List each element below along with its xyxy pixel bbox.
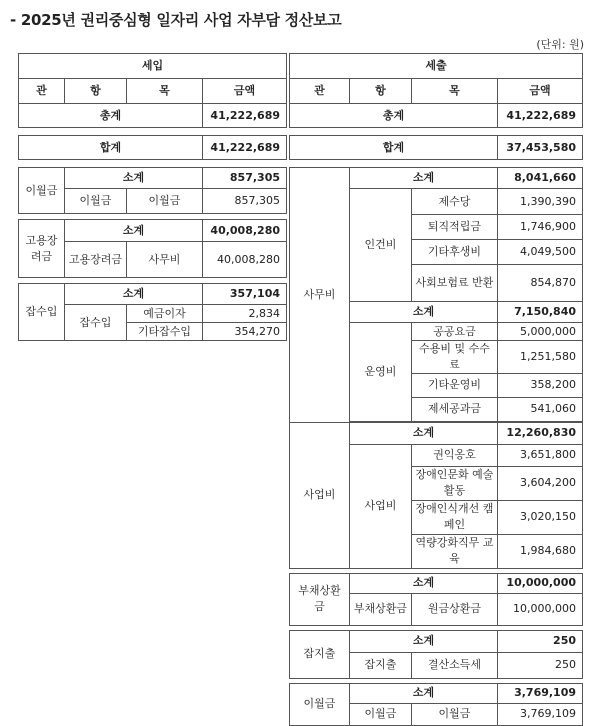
expense-table — [289, 53, 583, 726]
amount-cell: 5,000,000 — [498, 323, 583, 341]
income-table — [18, 53, 287, 341]
expense-hang-personnel: 인건비 — [350, 189, 412, 302]
amount-cell: 10,000,000 — [498, 593, 583, 625]
col-mok: 목 — [127, 79, 203, 104]
subtotal-value: 8,041,660 — [498, 168, 583, 189]
income-gwan-subsidy: 고용장려금 — [19, 220, 65, 278]
subtotal-label: 소계 — [65, 220, 203, 242]
income-sum: 41,222,689 — [203, 136, 287, 160]
income-sum-label: 합계 — [19, 136, 203, 160]
amount-cell: 250 — [498, 652, 583, 678]
amount-cell: 4,049,500 — [498, 240, 583, 265]
col-gwan: 관 — [290, 79, 350, 104]
expense-gwan-carryover: 이월금 — [290, 683, 350, 725]
hang-cell: 잡수입 — [65, 305, 127, 341]
amount-cell: 1,984,680 — [498, 534, 583, 568]
amount-cell: 1,746,900 — [498, 215, 583, 240]
mok-cell: 제세공과금 — [412, 397, 498, 421]
col-gwan: 관 — [19, 79, 65, 104]
income-total: 41,222,689 — [203, 104, 287, 128]
mok-cell: 기타운영비 — [412, 373, 498, 397]
amount-cell: 354,270 — [203, 323, 287, 341]
subtotal-value: 12,260,830 — [498, 422, 583, 444]
spacer — [19, 160, 287, 168]
mok-cell: 사회보험료 반환 — [412, 265, 498, 302]
subtotal-value: 250 — [498, 630, 583, 652]
amount-cell: 1,390,390 — [498, 189, 583, 215]
amount-cell: 854,870 — [498, 265, 583, 302]
amount-cell: 3,651,800 — [498, 444, 583, 466]
income-gwan-misc: 잡수입 — [19, 284, 65, 341]
income-header: 세입 — [19, 54, 287, 79]
mok-cell: 공공요금 — [412, 323, 498, 341]
mok-cell: 수용비 및 수수료 — [412, 341, 498, 374]
amount-cell: 857,305 — [203, 189, 287, 214]
mok-cell: 역량강화직무 교육 — [412, 534, 498, 568]
col-mok: 목 — [412, 79, 498, 104]
mok-cell: 장애인식개선 캠페인 — [412, 500, 498, 534]
mok-cell: 원금상환금 — [412, 593, 498, 625]
subtotal-value: 857,305 — [203, 168, 287, 189]
subtotal-value: 40,008,280 — [203, 220, 287, 242]
spacer — [290, 128, 583, 136]
subtotal-label: 소계 — [350, 573, 498, 593]
col-hang: 항 — [65, 79, 127, 104]
mok-cell: 제수당 — [412, 189, 498, 215]
expense-sum: 37,453,580 — [498, 136, 583, 160]
expense-total-label: 총계 — [290, 104, 498, 128]
amount-cell: 3,604,200 — [498, 466, 583, 500]
mok-cell: 이월금 — [127, 189, 203, 214]
unit-label: (단위: 원) — [536, 38, 584, 51]
hang-cell: 고용장려금 — [65, 242, 127, 278]
col-amount: 금액 — [203, 79, 287, 104]
expense-hang-operation: 운영비 — [350, 323, 412, 422]
subtotal-value: 7,150,840 — [498, 302, 583, 323]
mok-cell: 퇴직적립금 — [412, 215, 498, 240]
page-title: - 2025년 권리중심형 일자리 사업 자부담 정산보고 — [10, 11, 342, 29]
amount-cell: 541,060 — [498, 397, 583, 421]
subtotal-label: 소계 — [65, 284, 203, 305]
subtotal-value: 3,769,109 — [498, 683, 583, 703]
expense-header: 세출 — [290, 54, 583, 79]
subtotal-label: 소계 — [350, 683, 498, 703]
mok-cell: 사무비 — [127, 242, 203, 278]
subtotal-label: 소계 — [350, 630, 498, 652]
hang-cell: 이월금 — [350, 703, 412, 725]
expense-gwan-office: 사무비 — [290, 168, 350, 423]
subtotal-value: 10,000,000 — [498, 573, 583, 593]
income-total-label: 총계 — [19, 104, 203, 128]
subtotal-label: 소계 — [350, 168, 498, 189]
mok-cell: 장애인문화 예술활동 — [412, 466, 498, 500]
subtotal-label: 소계 — [350, 302, 498, 323]
hang-cell: 이월금 — [65, 189, 127, 214]
amount-cell: 2,834 — [203, 305, 287, 323]
mok-cell: 권익옹호 — [412, 444, 498, 466]
spacer — [19, 128, 287, 136]
mok-cell: 기타잡수입 — [127, 323, 203, 341]
col-hang: 항 — [350, 79, 412, 104]
mok-cell: 결산소득세 — [412, 652, 498, 678]
amount-cell: 3,020,150 — [498, 500, 583, 534]
amount-cell: 1,251,580 — [498, 341, 583, 374]
subtotal-label: 소계 — [65, 168, 203, 189]
spacer — [290, 160, 583, 168]
amount-cell: 40,008,280 — [203, 242, 287, 278]
hang-cell: 부채상환금 — [350, 593, 412, 625]
expense-sum-label: 합계 — [290, 136, 498, 160]
expense-gwan-misc: 잡지출 — [290, 630, 350, 678]
hang-cell: 잡지출 — [350, 652, 412, 678]
income-gwan-carryover: 이월금 — [19, 168, 65, 214]
expense-gwan-debt: 부채상환금 — [290, 573, 350, 625]
amount-cell: 3,769,109 — [498, 703, 583, 725]
col-amount: 금액 — [498, 79, 583, 104]
expense-gwan-project: 사업비 — [290, 422, 350, 568]
expense-hang-project: 사업비 — [350, 444, 412, 568]
mok-cell: 기타후생비 — [412, 240, 498, 265]
expense-total: 41,222,689 — [498, 104, 583, 128]
mok-cell: 예금이자 — [127, 305, 203, 323]
amount-cell: 358,200 — [498, 373, 583, 397]
mok-cell: 이월금 — [412, 703, 498, 725]
subtotal-label: 소계 — [350, 422, 498, 444]
subtotal-value: 357,104 — [203, 284, 287, 305]
